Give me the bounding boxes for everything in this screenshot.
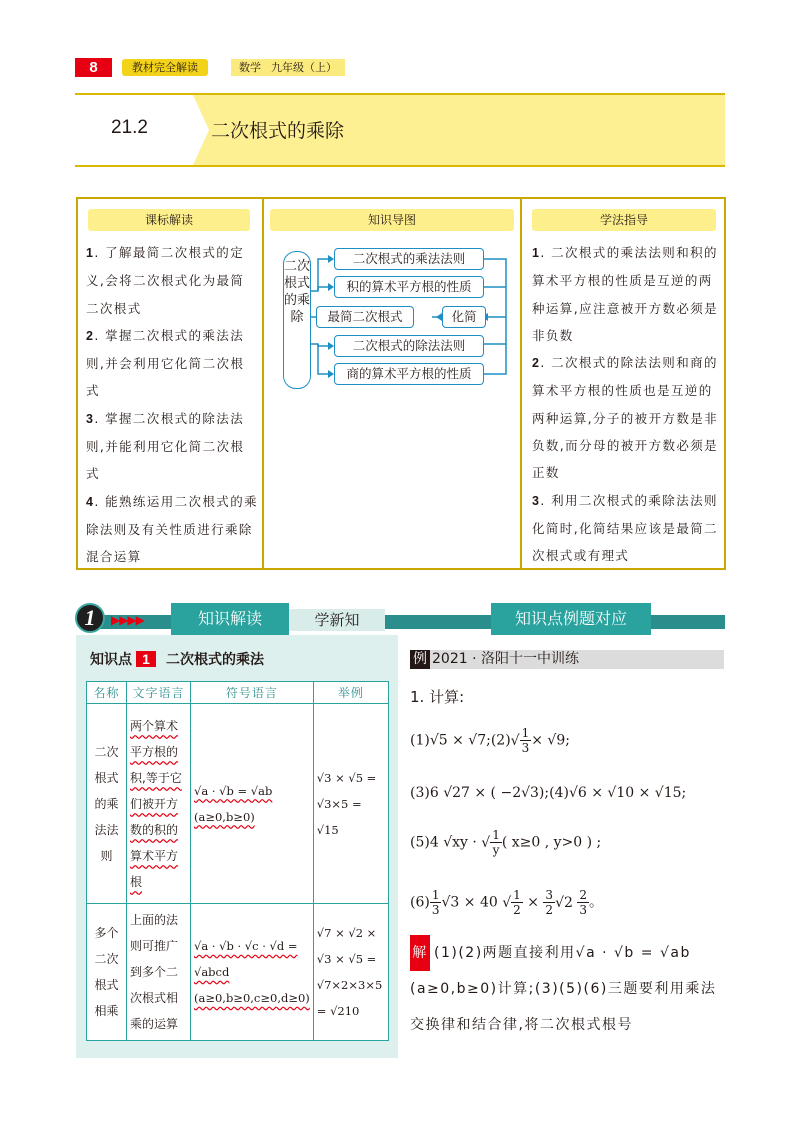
rule-example: √7 × √2 × √3 × √5 = √7×2×3×5 = √210 bbox=[313, 904, 388, 1041]
curriculum-heading: 课标解读 bbox=[88, 209, 250, 231]
knowledge-point-title bbox=[90, 649, 264, 669]
rule-text: 上面的法则可推广到多个二次根式相乘的运算 bbox=[127, 904, 191, 1041]
subject-grade bbox=[231, 59, 345, 76]
rule-example: √3 × √5 = √3×5 = √15 bbox=[313, 704, 388, 904]
rule-symbol bbox=[191, 704, 314, 904]
mindmap-node: 商的算术平方根的性质 bbox=[334, 363, 484, 385]
section-title: 二次根式的乘除 bbox=[211, 120, 345, 142]
column-header: 符号语言 bbox=[191, 682, 314, 704]
column-header: 名称 bbox=[87, 682, 127, 704]
mindmap-node: 最简二次根式 bbox=[316, 306, 414, 328]
list-item: 3. 利用二次根式的乘除法法则化简时,化简结果应该是最简二次根式或有理式 bbox=[532, 492, 719, 564]
tab-learn-new: 学新知 bbox=[289, 609, 385, 631]
symbol-condition: (a≥0,b≥0,c≥0,d≥0) bbox=[194, 991, 310, 1005]
banner-number: 1 bbox=[75, 603, 105, 633]
rule-name: 二次根式的乘法法则 bbox=[87, 704, 127, 904]
tab-example-map: 知识点例题对应 bbox=[491, 603, 651, 635]
list-item: 2. 二次根式的除法法则和商的算术平方根的性质也是互逆的两种运算,分子的被开方数是非负数,而分母的被开方数必须是正数 bbox=[532, 355, 719, 481]
mindmap-node: 积的算术平方根的性质 bbox=[334, 276, 484, 298]
list-item: 1. 二次根式的乘法法则和积的算术平方根的性质是互逆的两种运算,应注意被开方数必须是非负数 bbox=[532, 245, 719, 343]
mindmap-node: 化简 bbox=[442, 306, 486, 328]
chevron-divider-icon bbox=[179, 95, 209, 165]
fraction: $\frac{3}{2}$ bbox=[545, 888, 554, 917]
section-number: 21.2 bbox=[111, 117, 148, 138]
example-line-1: (1)√5 × √7;(2)√ $\frac{1}{3}$ × √9; bbox=[410, 726, 570, 755]
arrows-icon: ▶▶▶▶ bbox=[111, 613, 144, 627]
overview-box bbox=[76, 197, 726, 570]
table-row bbox=[87, 904, 389, 1041]
kp-label: 知识点 bbox=[90, 652, 132, 668]
solution-tag: 解 bbox=[410, 935, 430, 971]
solution-text: (1)(2)两题直接利用√a · √b = √ab (a≥0,b≥0)计算;(3)(5)(6)三题要利用乘法交换律和结合律,将二次根式根号 bbox=[410, 945, 717, 1033]
kp-name: 二次根式的乘法 bbox=[166, 652, 264, 668]
example-header bbox=[410, 650, 724, 669]
sqrt-fraction: √ $\frac{1}{3}$ bbox=[510, 726, 530, 755]
subject: 数学 bbox=[239, 61, 261, 74]
example-prompt: 1. 计算: bbox=[410, 688, 465, 706]
symbol-condition: (a≥0,b≥0) bbox=[194, 809, 255, 824]
example-line-2: (3)6 √27 × ( −2√3);(4)√6 × √10 × √15; bbox=[410, 785, 687, 801]
sqrt-mixed: √2 $\frac{2}{3}$ bbox=[555, 888, 587, 917]
example-tag: 例 bbox=[410, 650, 430, 669]
table-header-row bbox=[87, 682, 389, 704]
symbol-formula: √a · √b · √c · √d = √abcd bbox=[194, 939, 298, 979]
tab-knowledge-reading: 知识解读 bbox=[171, 603, 289, 635]
column-header: 文字语言 bbox=[127, 682, 191, 704]
knowledge-point-panel bbox=[76, 635, 398, 1058]
symbol-formula: √a · √b = √ab bbox=[194, 783, 273, 798]
mindmap-root: 二次根式的乘除 bbox=[283, 251, 311, 389]
list-item: 1. 了解最简二次根式的定义,会将二次根式化为最简二次根式 bbox=[86, 245, 245, 316]
series-name: 教材完全解读 bbox=[122, 59, 208, 76]
method-heading: 学法指导 bbox=[532, 209, 716, 231]
list-item: 2. 掌握二次根式的乘法法则,并会利用它化简二次根式 bbox=[86, 327, 245, 399]
method-list bbox=[532, 239, 720, 570]
column-header: 举例 bbox=[313, 682, 388, 704]
mindmap-node: 二次根式的除法法则 bbox=[334, 335, 484, 357]
example-line-4: (6) $\frac{1}{3}$ √3 × 40 √ $\frac{1}{2}$ × $\frac{3}{2}$ √2 $\frac{2}{3}$ 。 bbox=[410, 888, 603, 917]
table-row bbox=[87, 704, 389, 904]
mindmap-heading: 知识导图 bbox=[270, 209, 514, 231]
kp-number: 1 bbox=[136, 651, 156, 667]
page-number: 8 bbox=[75, 58, 112, 77]
example-line-3: (5)4 √xy · √ $\frac{1}{y}$ ( x≥0 , y>0 ) ; bbox=[410, 828, 602, 857]
sqrt-fraction: √ $\frac{1}{y}$ bbox=[481, 828, 500, 857]
example-source: 2021 · 洛阳十一中训练 bbox=[432, 651, 579, 667]
section-title-bar bbox=[75, 93, 725, 167]
knowledge-table bbox=[86, 681, 389, 1041]
sqrt-fraction: √ $\frac{1}{2}$ bbox=[502, 888, 521, 917]
rule-name: 多个二次根式相乘 bbox=[87, 904, 127, 1041]
fraction: $\frac{1}{3}$ bbox=[431, 888, 440, 917]
rule-text: 两个算术平方根的积,等于它们被开方数的积的算术平方根 bbox=[127, 704, 191, 904]
running-header bbox=[75, 58, 725, 77]
grade: 九年级（上） bbox=[271, 61, 337, 74]
section-banner bbox=[75, 603, 725, 635]
list-item: 4. 能熟练运用二次根式的乘除法则及有关性质进行乘除混合运算 bbox=[86, 493, 259, 565]
rule-symbol bbox=[191, 904, 314, 1041]
solution bbox=[410, 935, 726, 1043]
list-item: 3. 掌握二次根式的除法法则,并能利用它化简二次根式 bbox=[86, 410, 245, 482]
mindmap-node: 二次根式的乘法法则 bbox=[334, 248, 484, 270]
